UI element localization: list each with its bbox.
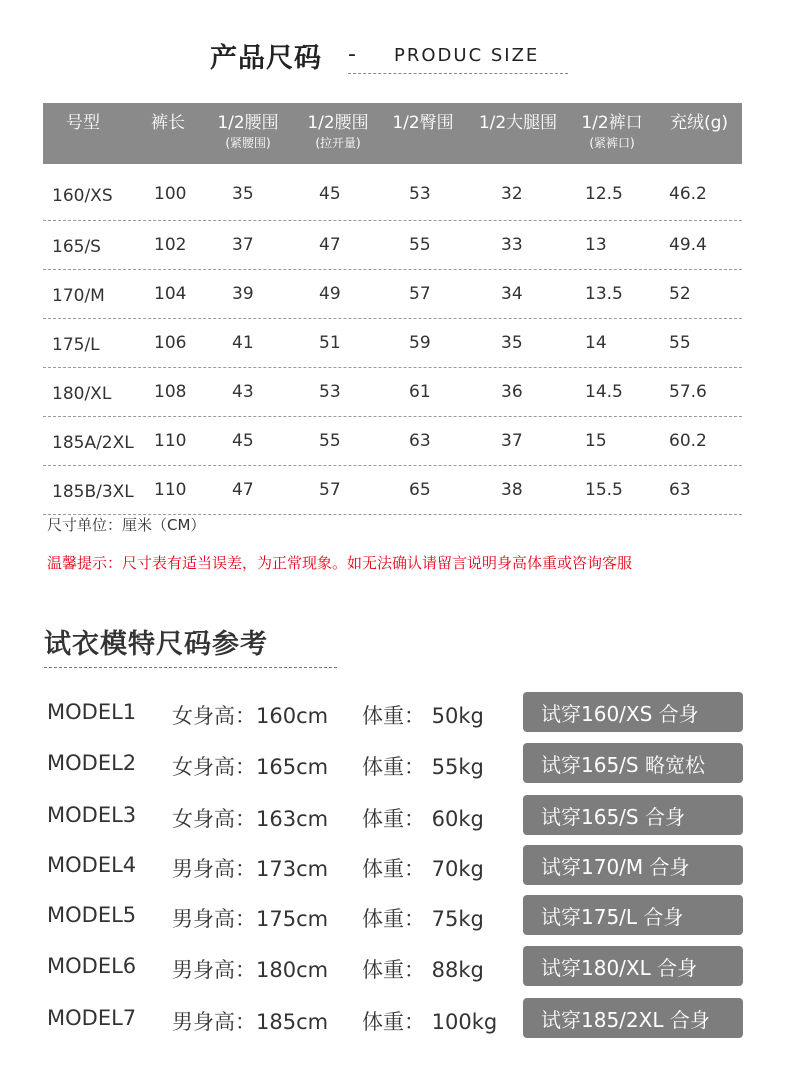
fit-badge: 试穿175/L 合身 — [523, 895, 743, 935]
model-weight: 体重： 88kg — [362, 958, 484, 982]
model-name: MODEL5 — [47, 903, 137, 927]
fit-badge: 试穿185/2XL 合身 — [523, 998, 743, 1038]
cell-waist-stretch: 45 — [319, 184, 341, 204]
model-name: MODEL1 — [47, 700, 137, 724]
model-height: 男身高：180cm — [172, 958, 329, 982]
cell-waist-stretch: 53 — [319, 382, 341, 402]
header-label: 裤长 — [151, 113, 185, 133]
size-table-header — [43, 103, 742, 164]
cell-size: 175/L — [52, 335, 100, 355]
header-label: 充绒(g) — [669, 113, 729, 133]
table-row — [43, 270, 742, 319]
cell-down-fill: 49.4 — [669, 235, 707, 255]
fit-badge: 试穿165/S 略宽松 — [523, 743, 743, 783]
cell-waist-tight: 35 — [232, 184, 254, 204]
cell-thigh: 36 — [501, 382, 523, 402]
cell-waist-stretch: 57 — [319, 480, 341, 500]
header-cell — [43, 112, 123, 134]
cell-size: 170/M — [52, 286, 105, 306]
cell-down-fill: 55 — [669, 333, 691, 353]
cell-size: 160/XS — [52, 186, 113, 206]
header-label: 1/2腰围 — [217, 113, 279, 133]
table-row — [43, 221, 742, 270]
cell-waist-stretch: 49 — [319, 284, 341, 304]
cell-hip: 57 — [409, 284, 431, 304]
cell-down-fill: 63 — [669, 480, 691, 500]
cell-hem: 15.5 — [585, 480, 623, 500]
cell-hem: 12.5 — [585, 184, 623, 204]
fit-badge: 试穿170/M 合身 — [523, 845, 743, 885]
header-label: 1/2大腿围 — [478, 113, 558, 133]
cell-thigh: 33 — [501, 235, 523, 255]
cell-thigh: 32 — [501, 184, 523, 204]
cell-length: 108 — [154, 382, 187, 402]
page-title-cn: 产品尺码 — [210, 43, 322, 74]
cell-down-fill: 57.6 — [669, 382, 707, 402]
cell-waist-stretch: 51 — [319, 333, 341, 353]
model-row — [0, 743, 790, 783]
cell-length: 110 — [154, 431, 187, 451]
model-weight: 体重： 50kg — [362, 704, 484, 728]
cell-hip: 63 — [409, 431, 431, 451]
table-row — [43, 368, 742, 417]
header-cell — [208, 112, 288, 150]
model-name: MODEL2 — [47, 751, 137, 775]
cell-thigh: 34 — [501, 284, 523, 304]
model-row — [0, 795, 790, 835]
header-sublabel: (拉开量) — [315, 136, 361, 150]
cell-hem: 13.5 — [585, 284, 623, 304]
cell-hip: 53 — [409, 184, 431, 204]
header-sublabel: (紧腰围) — [225, 136, 271, 150]
model-row — [0, 895, 790, 935]
fit-badge: 试穿180/XL 合身 — [523, 946, 743, 986]
cell-length: 104 — [154, 284, 187, 304]
model-height: 男身高：173cm — [172, 857, 329, 881]
cell-length: 102 — [154, 235, 187, 255]
table-row — [43, 466, 742, 515]
fit-badge: 试穿160/XS 合身 — [523, 692, 743, 732]
table-row — [43, 319, 742, 368]
header-cell — [659, 112, 739, 134]
models-title-divider — [44, 667, 337, 668]
cell-down-fill: 60.2 — [669, 431, 707, 451]
header-cell — [298, 112, 378, 150]
cell-hip: 59 — [409, 333, 431, 353]
cell-hip: 55 — [409, 235, 431, 255]
header-label: 1/2臀围 — [392, 113, 454, 133]
title-divider — [348, 73, 568, 74]
model-height: 女身高：165cm — [172, 755, 329, 779]
cell-waist-tight: 41 — [232, 333, 254, 353]
header-label: 1/2裤口 — [581, 113, 643, 133]
cell-length: 106 — [154, 333, 187, 353]
cell-length: 110 — [154, 480, 187, 500]
cell-hem: 14.5 — [585, 382, 623, 402]
model-height: 女身高：163cm — [172, 807, 329, 831]
cell-hip: 61 — [409, 382, 431, 402]
cell-waist-tight: 39 — [232, 284, 254, 304]
header-label: 号型 — [66, 113, 100, 133]
model-row — [0, 946, 790, 986]
cell-waist-tight: 45 — [232, 431, 254, 451]
header-sublabel: (紧裤口) — [589, 136, 635, 150]
cell-length: 100 — [154, 184, 187, 204]
cell-size: 185B/3XL — [52, 482, 134, 502]
model-row — [0, 845, 790, 885]
header-cell — [133, 112, 203, 134]
models-section-title: 试衣模特尺码参考 — [44, 629, 268, 660]
model-row — [0, 998, 790, 1038]
model-row — [0, 692, 790, 732]
cell-size: 185A/2XL — [52, 433, 134, 453]
cell-hem: 13 — [585, 235, 607, 255]
warning-note: 温馨提示：尺寸表有适当误差，为正常现象。如无法确认请留言说明身高体重或咨询客服 — [47, 554, 633, 572]
cell-size: 165/S — [52, 237, 101, 257]
cell-hem: 15 — [585, 431, 607, 451]
cell-waist-tight: 47 — [232, 480, 254, 500]
cell-down-fill: 52 — [669, 284, 691, 304]
title-dash: - — [348, 42, 356, 67]
model-weight: 体重： 55kg — [362, 755, 484, 779]
table-row — [43, 164, 742, 221]
cell-waist-tight: 43 — [232, 382, 254, 402]
model-height: 男身高：175cm — [172, 907, 329, 931]
model-weight: 体重： 100kg — [362, 1010, 498, 1034]
cell-waist-stretch: 55 — [319, 431, 341, 451]
cell-size: 180/XL — [52, 384, 112, 404]
header-cell — [383, 112, 463, 134]
cell-thigh: 37 — [501, 431, 523, 451]
cell-thigh: 38 — [501, 480, 523, 500]
table-row — [43, 417, 742, 466]
cell-waist-stretch: 47 — [319, 235, 341, 255]
model-name: MODEL3 — [47, 803, 137, 827]
unit-note: 尺寸单位：厘米（CM） — [47, 516, 206, 534]
model-height: 女身高：160cm — [172, 704, 329, 728]
size-table — [43, 103, 742, 515]
model-weight: 体重： 60kg — [362, 807, 484, 831]
cell-hip: 65 — [409, 480, 431, 500]
cell-thigh: 35 — [501, 333, 523, 353]
page-title-en: PRODUC SIZE — [394, 45, 540, 66]
header-label: 1/2腰围 — [307, 113, 369, 133]
header-cell — [471, 112, 565, 134]
header-cell — [573, 112, 651, 150]
cell-waist-tight: 37 — [232, 235, 254, 255]
model-height: 男身高：185cm — [172, 1010, 329, 1034]
model-weight: 体重： 70kg — [362, 857, 484, 881]
model-name: MODEL7 — [47, 1006, 137, 1030]
model-name: MODEL6 — [47, 954, 137, 978]
cell-down-fill: 46.2 — [669, 184, 707, 204]
model-name: MODEL4 — [47, 853, 137, 877]
model-weight: 体重： 75kg — [362, 907, 484, 931]
cell-hem: 14 — [585, 333, 607, 353]
fit-badge: 试穿165/S 合身 — [523, 795, 743, 835]
